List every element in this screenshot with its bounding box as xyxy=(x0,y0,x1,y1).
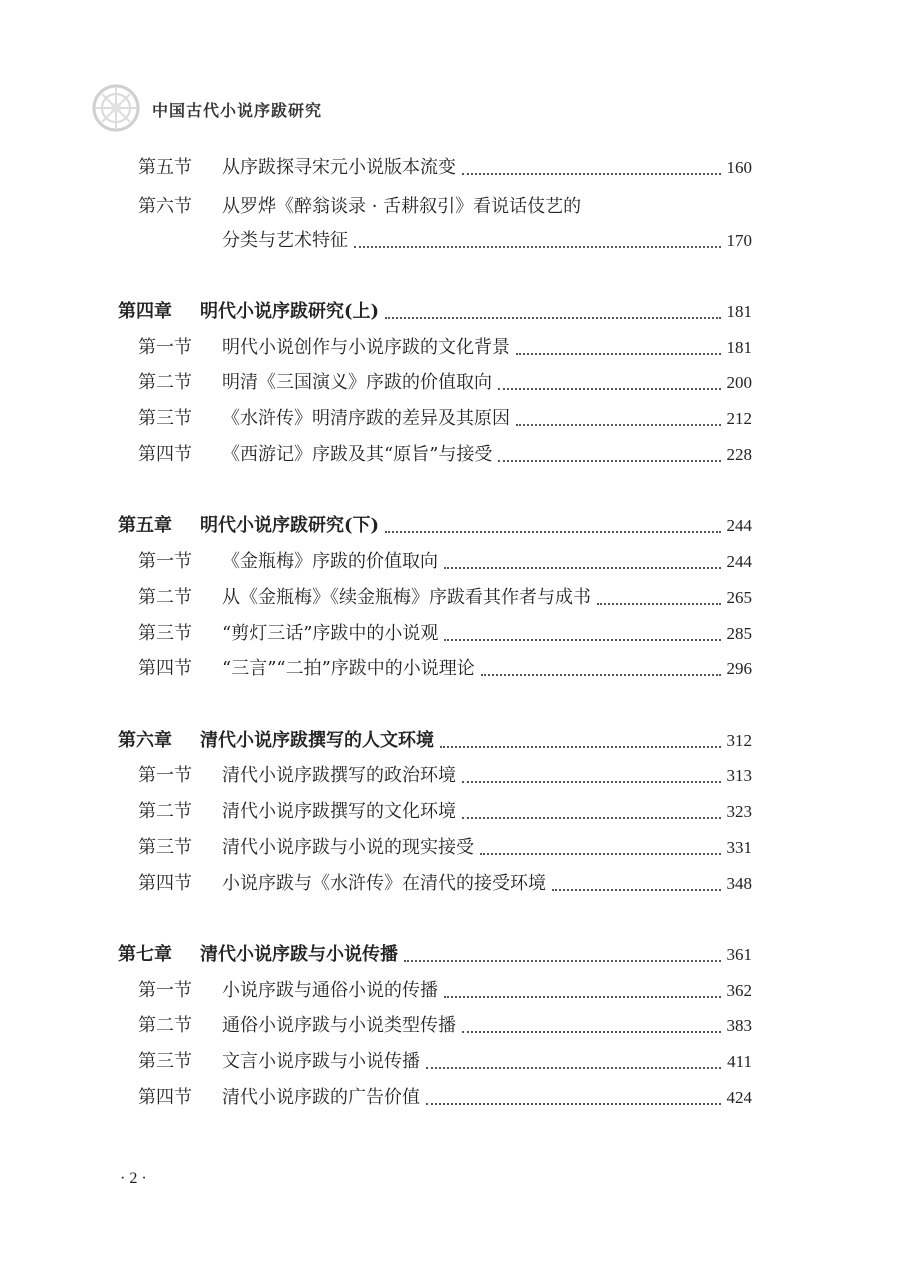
entry-title: 《金瓶梅》序跋的价值取向 xyxy=(222,551,438,572)
entry-label: 第一节 xyxy=(138,551,192,572)
entry-label: 第四节 xyxy=(138,873,192,894)
toc-entry[interactable] xyxy=(0,619,900,649)
entry-page: 296 xyxy=(726,659,752,678)
toc-entry[interactable] xyxy=(0,797,900,827)
toc-entry[interactable] xyxy=(0,1047,900,1077)
leader-dots xyxy=(462,817,721,819)
toc-entry[interactable] xyxy=(0,404,900,434)
toc-entry[interactable] xyxy=(0,547,900,577)
leader-dots xyxy=(462,781,721,783)
chapter-title: 清代小说序跋与小说传播 xyxy=(200,944,398,965)
leader-dots xyxy=(516,353,721,355)
toc-chapter[interactable] xyxy=(0,297,900,327)
leader-dots xyxy=(444,567,721,569)
toc-entry[interactable] xyxy=(0,761,900,791)
leader-dots xyxy=(354,246,721,248)
entry-label: 第三节 xyxy=(138,837,192,858)
leader-dots xyxy=(516,424,721,426)
entry-title: 清代小说序跋的广告价值 xyxy=(222,1087,420,1108)
entry-title: 小说序跋与《水浒传》在清代的接受环境 xyxy=(222,873,546,894)
entry-title: 明清《三国演义》序跋的价值取向 xyxy=(222,372,492,393)
entry-label: 第二节 xyxy=(138,587,192,608)
chapter-title: 明代小说序跋研究(上) xyxy=(200,301,380,322)
toc-entry[interactable] xyxy=(0,833,900,863)
chapter-label: 第五章 xyxy=(118,515,172,536)
entry-page: 212 xyxy=(726,409,752,428)
entry-title: 《西游记》序跋及其“原旨”与接受 xyxy=(222,444,493,465)
entry-label: 第一节 xyxy=(138,765,192,786)
entry-page: 181 xyxy=(726,302,752,321)
entry-title: 从序跋探寻宋元小说版本流变 xyxy=(222,157,456,178)
chapter-label: 第七章 xyxy=(118,944,172,965)
toc-chapter[interactable] xyxy=(0,726,900,756)
entry-title: 文言小说序跋与小说传播 xyxy=(222,1051,420,1072)
leader-dots xyxy=(385,531,721,533)
toc-entry[interactable] xyxy=(0,869,900,899)
toc-entry[interactable] xyxy=(0,333,900,363)
leader-dots xyxy=(462,173,721,175)
entry-label: 第二节 xyxy=(138,372,192,393)
entry-title: “三言”“二拍”序跋中的小说理论 xyxy=(222,658,475,679)
leader-dots xyxy=(481,674,721,676)
entry-page: 331 xyxy=(726,838,752,857)
toc-chapter[interactable] xyxy=(0,940,900,970)
leader-dots xyxy=(444,996,721,998)
leader-dots xyxy=(597,603,721,605)
leader-dots xyxy=(444,639,721,641)
entry-page: 313 xyxy=(726,766,752,785)
entry-label: 第一节 xyxy=(138,980,192,1001)
entry-page: 348 xyxy=(726,874,752,893)
entry-page: 411 xyxy=(727,1052,752,1071)
leader-dots xyxy=(498,388,721,390)
entry-label: 第一节 xyxy=(138,337,192,358)
toc-entry[interactable] xyxy=(0,192,900,222)
leader-dots xyxy=(498,460,721,462)
entry-page: 362 xyxy=(726,981,752,1000)
entry-label: 第三节 xyxy=(138,623,192,644)
entry-title: 清代小说序跋撰写的文化环境 xyxy=(222,801,456,822)
leader-dots xyxy=(385,317,721,319)
entry-title: 《水浒传》明清序跋的差异及其原因 xyxy=(222,408,510,429)
toc-entry[interactable] xyxy=(0,368,900,398)
toc-chapter[interactable] xyxy=(0,511,900,541)
header-title: 中国古代小说序跋研究 xyxy=(152,101,323,120)
toc-entry[interactable] xyxy=(0,440,900,470)
entry-label: 第四节 xyxy=(138,444,192,465)
entry-label: 第二节 xyxy=(138,801,192,822)
entry-page: 160 xyxy=(726,158,752,177)
entry-title: “剪灯三话”序跋中的小说观 xyxy=(222,623,439,644)
entry-title: 清代小说序跋与小说的现实接受 xyxy=(222,837,474,858)
entry-page: 200 xyxy=(726,373,752,392)
entry-page: 228 xyxy=(726,445,752,464)
entry-label: 第四节 xyxy=(138,1087,192,1108)
toc-entry[interactable] xyxy=(0,654,900,684)
entry-page: 312 xyxy=(726,731,752,750)
entry-title: 从《金瓶梅》《续金瓶梅》序跋看其作者与成书 xyxy=(222,587,591,608)
entry-page: 383 xyxy=(726,1016,752,1035)
entry-label: 第六节 xyxy=(138,196,192,217)
lattice-emblem-icon xyxy=(92,84,140,132)
entry-title: 小说序跋与通俗小说的传播 xyxy=(222,980,438,1001)
entry-page: 323 xyxy=(726,802,752,821)
leader-dots xyxy=(440,746,721,748)
entry-page: 244 xyxy=(726,516,752,535)
entry-label: 第三节 xyxy=(138,408,192,429)
entry-title: 通俗小说序跋与小说类型传播 xyxy=(222,1015,456,1036)
entry-label: 第四节 xyxy=(138,658,192,679)
entry-title: 明代小说创作与小说序跋的文化背景 xyxy=(222,337,510,358)
entry-page: 285 xyxy=(726,624,752,643)
chapter-title: 明代小说序跋研究(下) xyxy=(200,515,380,536)
toc-entry[interactable] xyxy=(0,976,900,1006)
toc-entry[interactable] xyxy=(0,1083,900,1113)
leader-dots xyxy=(480,853,721,855)
entry-page: 265 xyxy=(726,588,752,607)
entry-title: 分类与艺术特征 xyxy=(222,230,348,251)
entry-page: 361 xyxy=(726,945,752,964)
entry-label: 第二节 xyxy=(138,1015,192,1036)
running-header xyxy=(92,84,352,134)
page-number: · 2 · xyxy=(120,1170,147,1187)
toc-entry[interactable] xyxy=(0,153,900,183)
entry-title: 清代小说序跋撰写的政治环境 xyxy=(222,765,456,786)
chapter-label: 第四章 xyxy=(118,301,172,322)
chapter-title: 清代小说序跋撰写的人文环境 xyxy=(200,730,434,751)
entry-page: 181 xyxy=(726,338,752,357)
toc-entry[interactable] xyxy=(0,1011,900,1041)
leader-dots xyxy=(426,1067,721,1069)
entry-title: 从罗烨《醉翁谈录 · 舌耕叙引》看说话伎艺的 xyxy=(222,196,582,217)
entry-page: 170 xyxy=(726,231,752,250)
entry-page: 424 xyxy=(726,1088,752,1107)
entry-label: 第三节 xyxy=(138,1051,192,1072)
leader-dots xyxy=(462,1031,721,1033)
leader-dots xyxy=(404,960,721,962)
toc-entry[interactable] xyxy=(0,583,900,613)
entry-page: 244 xyxy=(726,552,752,571)
leader-dots xyxy=(426,1103,721,1105)
chapter-label: 第六章 xyxy=(118,730,172,751)
leader-dots xyxy=(552,889,721,891)
toc-entry[interactable] xyxy=(0,226,900,256)
entry-label: 第五节 xyxy=(138,157,192,178)
